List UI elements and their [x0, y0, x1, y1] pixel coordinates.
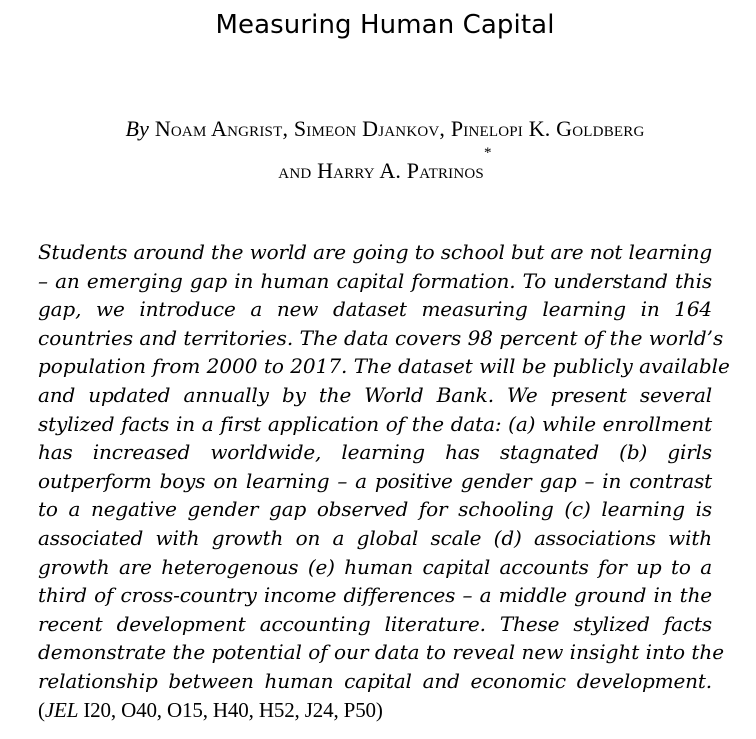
author-names-line-1: Noam Angrist, Simeon Djankov, Pinelopi K. Goldberg: [154, 116, 645, 141]
abstract-line: gap, we introduce a new dataset measuring learning in 164: [38, 297, 712, 322]
abstract-line: – an emerging gap in human capital formation. To understand this: [38, 268, 712, 293]
jel-codes-line: [38, 696, 712, 725]
abstract-line: relationship between human capital and economic development.: [38, 668, 712, 693]
abstract-line: recent development accounting literature. These stylized facts: [38, 611, 712, 636]
jel-codes: [38, 698, 383, 722]
abstract: [38, 238, 730, 724]
abstract-line: demonstrate the potential of our data to reveal new insight into the: [38, 640, 725, 665]
abstract-line: to a negative gender gap observed for schooling (c) learning is: [38, 497, 712, 522]
abstract-line: population from 2000 to 2017. The dataset will be publicly available: [38, 354, 730, 379]
author-names-line-2: and Harry A. Patrinos: [278, 158, 484, 183]
abstract-line: growth are heterogenous (e) human capital accounts for up to a: [38, 554, 712, 579]
jel-open-paren: (: [38, 697, 45, 722]
abstract-line: has increased worldwide, learning has stagnated (b) girls: [38, 440, 712, 465]
jel-code-list: I20, O40, O15, H40, H52, J24, P50): [78, 697, 383, 722]
jel-label: JEL: [44, 697, 79, 722]
byline-line-1: [0, 108, 756, 150]
author-byline: [0, 108, 756, 192]
paper-title: Measuring Human Capital: [215, 10, 555, 40]
byline-line-2: [0, 145, 756, 192]
author-footnote-mark: *: [483, 145, 492, 161]
abstract-line: stylized facts in a first application of the data: (a) while enrollment: [38, 411, 712, 436]
abstract-line: and updated annually by the World Bank. We present several: [38, 382, 712, 407]
abstract-line: Students around the world are going to school but are not learning: [38, 240, 712, 264]
abstract-line: countries and territories. The data covers 98 percent of the world’s: [38, 325, 724, 350]
byline-by: By: [125, 116, 150, 141]
abstract-line: outperform boys on learning – a positive gender gap – in contrast: [38, 468, 712, 493]
abstract-line: associated with growth on a global scale (d) associations with: [38, 525, 712, 550]
abstract-line: third of cross-country income differences – a middle ground in the: [38, 583, 712, 608]
